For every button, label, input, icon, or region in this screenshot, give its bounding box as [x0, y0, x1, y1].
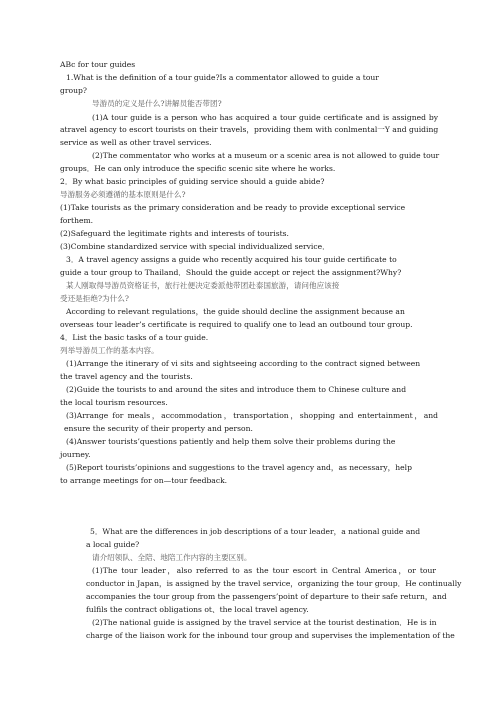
- answer-4-5-cont: to arrange meetings for on—tour feedback.: [60, 476, 228, 485]
- question-3-cn-cont: 受还是拒绝?为什么?: [60, 294, 129, 303]
- answer-2-1-cont: forthem.: [60, 216, 94, 225]
- question-1: 1.What is the definition of a tour guide?Is a commentator allowed to guide a tour: [66, 73, 379, 82]
- question-4-cn: 列举导游员工作的基本内容。: [60, 346, 159, 355]
- answer-3: According to relevant regulations，the guide should decline the assignment because an: [66, 307, 405, 316]
- answer-4-1-cont: the travel agency and the tourists.: [60, 372, 193, 381]
- answer-5-2: (2)The national guide is assigned by the travel service at the tourist destination．He is in: [92, 618, 437, 627]
- answer-1-1-end: service as well as other travel services.: [60, 138, 212, 147]
- question-2-cn: 导游服务必须遵循的基本原则是什么?: [60, 190, 186, 199]
- answer-1-1-cont: atravel agency to escort tourists on their travels，providing them with conlmental一Y and guiding: [60, 125, 439, 134]
- answer-3-cont: overseas tour leader’s certificate is required to qualify one to lead an outbound tour group.: [60, 320, 413, 329]
- answer-5-1: (1)The tour leader，also referred to as the tour escort in Central America，or tour: [92, 566, 436, 575]
- answer-1-2-cont: groups．He can only introduce the specific scenic site where he works.: [60, 164, 336, 173]
- question-1-cont: group?: [60, 86, 87, 95]
- answer-5-2-cont: charge of the liaison work for the inbound tour group and supervises the implementation of the: [86, 631, 455, 640]
- answer-4-4-cont: journey.: [60, 450, 91, 459]
- answer-4-2: (2)Guide the tourists to and around the sites and introduce them to Chinese culture and: [66, 385, 407, 394]
- answer-4-1: (1)Arrange the itinerary of vi sits and sightseeing according to the contract signed between: [66, 359, 421, 368]
- document-title: ABc for tour guides: [60, 60, 136, 69]
- question-1-cn: 导游员的定义是什么?讲解员能否带团?: [92, 99, 222, 108]
- question-3-cn: 某人刚取得导游员资格证书，旅行社便决定委派他带团赴泰国旅游，请问他应该接: [66, 281, 340, 290]
- question-3: 3．A travel agency assigns a guide who recently acquired his tour guide certificate to: [66, 255, 397, 264]
- question-3-cont: guide a tour group to Thailand．Should the guide accept or reject the assignment?Why?: [60, 268, 402, 277]
- answer-4-5: (5)Report tourists’opinions and suggestions to the travel agency and，as necessary，help: [66, 463, 412, 472]
- answer-4-3: (3)Arrange for meals，accommodation，transportation，shopping and entertainment，and: [66, 411, 438, 420]
- question-4: 4．List the basic tasks of a tour guide.: [60, 333, 209, 342]
- answer-1-2: (2)The commentator who works at a museum or a scenic area is not allowed to guide tour: [92, 151, 440, 160]
- answer-2-3: (3)Combine standardized service with special individualized service．: [60, 242, 330, 251]
- answer-4-3-cont: ensure the security of their property and person.: [64, 424, 253, 433]
- answer-5-1-cont2: accompanies the tour group from the passengers’point of departure to their safe return，and: [86, 592, 447, 601]
- question-2: 2．By what basic principles of guiding service should a guide abide?: [60, 177, 325, 186]
- answer-2-1: (1)Take tourists as the primary consideration and be ready to provide exceptional service: [60, 203, 406, 212]
- answer-4-2-cont: the local tourism resources.: [60, 398, 168, 407]
- answer-5-1-cont: conductor in Japan，is assigned by the travel service，organizing the tour group．He continually: [86, 579, 462, 588]
- answer-5-1-end: fulfils the contract obligations ot、the local travel agency.: [86, 605, 309, 614]
- question-5-cn: 请介绍领队、全陪、地陪工作内容的主要区别。: [92, 553, 252, 562]
- answer-2-2: (2)Safeguard the legitimate rights and interests of tourists.: [60, 229, 289, 238]
- answer-4-4: (4)Answer tourists’questions patiently and help them solve their problems during the: [66, 437, 396, 446]
- question-5: 5．What are the differences in job descriptions of a tour leader，a national guide and: [90, 527, 421, 536]
- answer-1-1: (1)A tour guide is a person who has acquired a tour guide certificate and is assigned by: [92, 113, 438, 122]
- question-5-cont: a local guide?: [86, 540, 140, 549]
